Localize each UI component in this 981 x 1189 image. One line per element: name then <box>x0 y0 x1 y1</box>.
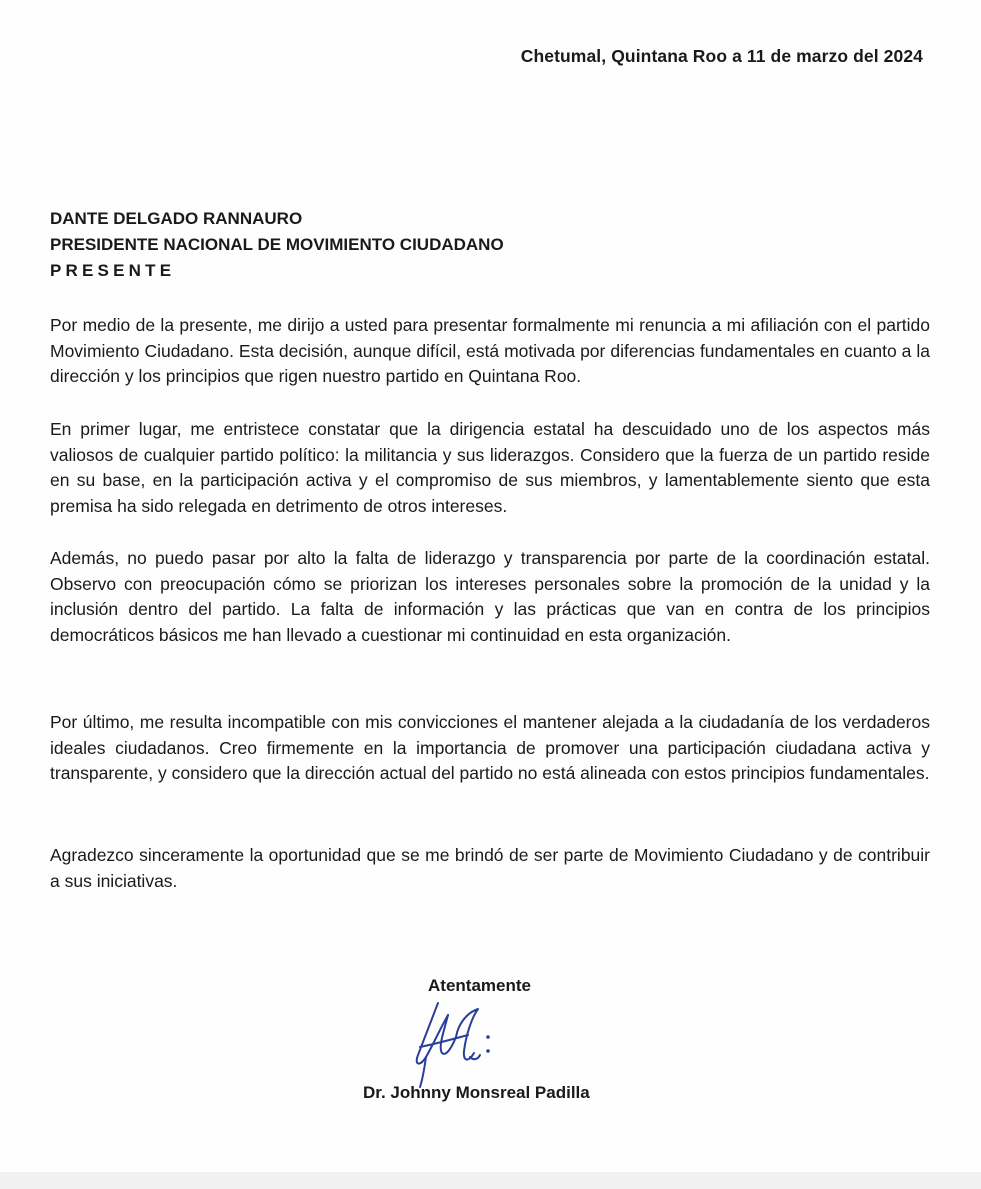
signer-name: Dr. Johnny Monsreal Padilla <box>363 1083 590 1102</box>
recipient-presente: PRESENTE <box>50 261 176 280</box>
recipient-block <box>50 206 504 284</box>
recipient-name: DANTE DELGADO RANNAURO <box>50 209 303 228</box>
paragraph-agradecimiento: Agradezco sinceramente la oportunidad que se me brindó de ser parte de Movimiento Ciudadano y de contribuir a sus iniciativas. <box>50 845 930 891</box>
recipient-title: PRESIDENTE NACIONAL DE MOVIMIENTO CIUDADANO <box>50 235 504 254</box>
handwritten-signature <box>408 995 518 1090</box>
paragraph-intro: Por medio de la presente, me dirijo a usted para presentar formalmente mi renuncia a mi afiliación con el partido Movimiento Ciudadano. Esta decisión, aunque difícil, está motivada por diferencias fundamentales en cuanto a la dirección y los principios que rigen nuestro partido en Quintana Roo. <box>50 315 930 386</box>
page-bottom-edge <box>0 1172 981 1189</box>
date-line: Chetumal, Quintana Roo a 11 de marzo del 2024 <box>520 46 923 66</box>
closing-line: Atentamente <box>428 976 531 995</box>
paragraph-militancia: En primer lugar, me entristece constatar que la dirigencia estatal ha descuidado uno de los aspectos más valiosos de cualquier partido político: la militancia y sus liderazgos. Considero que la fuerza de un partido reside en su base, en la participación activa y el compromiso de sus miembros, y lamentablemente siento que esta premisa ha sido relegada en detrimento de otros intereses. <box>50 419 930 516</box>
paragraph-liderazgo: Además, no puedo pasar por alto la falta de liderazgo y transparencia por parte de la coordinación estatal. Observo con preocupación cómo se priorizan los intereses personales sobre la promoción de la unidad y la inclusión dentro del partido. La falta de información y las prácticas que van en contra de los principios democráticos básicos me han llevado a cuestionar mi continuidad en esta organización. <box>50 548 930 645</box>
paragraph-ideales: Por último, me resulta incompatible con mis convicciones el mantener alejada a la ciudadanía de los verdaderos ideales ciudadanos. Creo firmemente en la importancia de promover una participación ciudadana activa y transparente, y considero que la dirección actual del partido no está alineada con estos principios fundamentales. <box>50 712 930 783</box>
